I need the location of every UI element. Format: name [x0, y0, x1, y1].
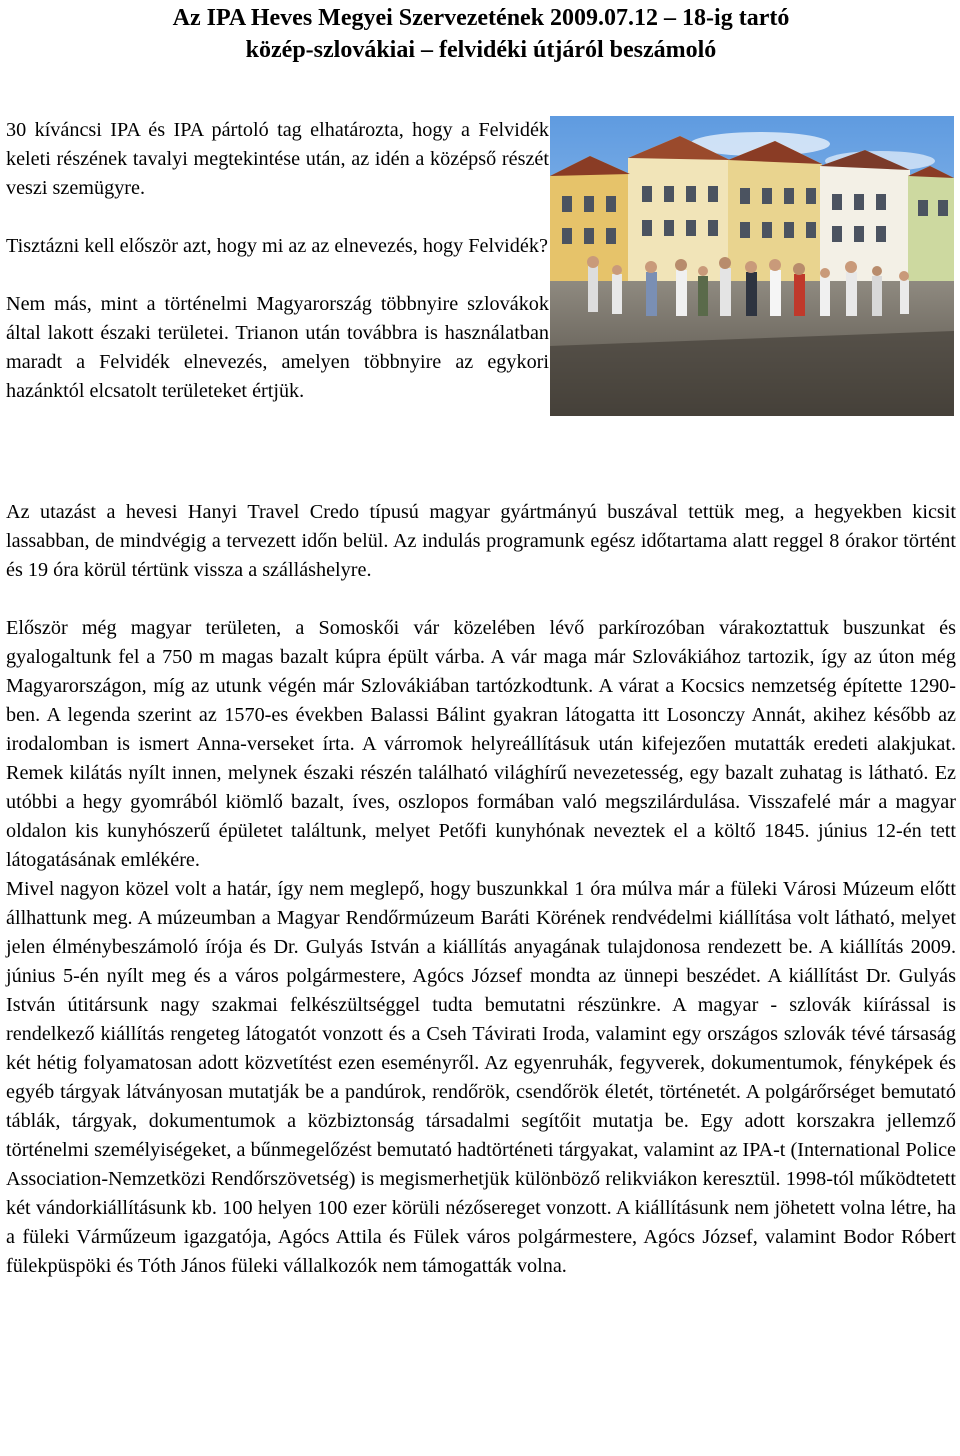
body-paragraph: Az utazást a hevesi Hanyi Travel Credo típusú magyar gyártmányú buszával tettük meg, a hegyekben kicsit lassabban, de mindvégig a tervezett időn belül. Az indulás programunk egész időtartama alatt reggel 8 órakor történt és 19 óra körül tértünk vissza a szálláshelyre.: [6, 501, 956, 581]
body-paragraph: Mivel nagyon közel volt a határ, így nem meglepő, hogy buszunkkal 1 óra múlva már a füleki Városi Múzeum előtt állhattunk meg. A múzeumban a Magyar Rendőrmúzeum Baráti Körének rendvédelmi kiállítása volt látható, melyet jelen élménybeszámoló írója és Dr. Gulyás István a kiállítás anyagának tulajdonosa rendezett be. A kiállítás 2009. június 5-én nyílt meg és a város polgármestere, Agócs József mondta az ünnepi beszédet. A kiállítást Dr. Gulyás István útitársunk nagy szakmai felkészültséggel tudta bemutatni részünkre. A magyar - szlovák kiírással is rendelkező kiállítás rengeteg látogatót vonzott és a Cseh Távirati Iroda, valamint egy országos szlovák tévé társaság két hétig folyamatosan adott közvetítést ezen eseményről. Az egyenruhák, fegyverek, dokumentumok, fényképek és egyéb tárgyak látványosan mutatják be a pandúrok, rendőrök, csendőrök életét, történetét. A polgárőrséget bemutató táblák, tárgyak, dokumentumok a közbiztonság társadalmi segítőit mutatja be. Egy adott korszakra jellemző történelmi személyiségeket, a bűnmegelőzést bemutató hadtörténeti tárgyakat, valamint az IPA-t (International Police Association-Nemzetközi Rendőrszövetség) is megismerhetjük különböző relikviákon keresztül. 1998-tól működtetett két vándorkiállításunk kb. 100 helyen 100 ezer körüli nézősereget vonzott. A kiállításunk nem jöhetett volna létre, ha a füleki Várműzeum igazgatója, Agócs Attila és Fülek város polgármestere, Agócs József, valamint Bodor Róbert fülekpüspöki és Tóth János füleki vállalkozók nem támogatták volna.: [6, 878, 956, 1277]
document-page: [6, 0, 956, 1281]
group-photo-town-square: [550, 116, 954, 416]
intro-paragraph: Tisztázni kell először azt, hogy mi az az elnevezés, hogy Felvidék?: [6, 235, 548, 257]
photo-illustration: [550, 116, 954, 416]
body-paragraph: Először még magyar területen, a Somoskői vár közelében lévő parkírozóban várakoztattuk buszunkat és gyalogaltunk fel a 750 m magas bazalt kúpra épült várba. A vár maga már Szlovákiához tartozik, így az úton még Magyarországon, míg az utunk végén már Szlovákiában tartózkodtunk. A várat a Kocsics nemzetség építette 1290-ben. A legenda szerint az 1570-es években Balassi Bálint gyakran látogatta itt Losonczy Annát, akihez később az irodalomban is ismert Anna-verseket írta. A várromok helyreállításuk után kifejezően mutatták eredeti alakjukat. Remek kilátás nyílt innen, melynek északi részén található világhírű nevezetesség, egy bazalt zuhatag is látható. Ez utóbbi a hegy gyomrából kiömlő bazalt, íves, oszlopos formában való megszilárdulása. Visszafelé már a magyar oldalon kis kunyhószerű épületet találtunk, melyet Petőfi kunyhónak neveztek el a költő 1845. június 12-én tett látogatásának emlékére.: [6, 617, 956, 871]
title-line-2: közép-szlovákiai – felvidéki útjáról beszámoló: [245, 37, 717, 63]
intro-text: [6, 116, 549, 406]
body-text: [6, 498, 956, 1281]
title-line-1: Az IPA Heves Megyei Szervezetének 2009.07.12 – 18-ig tartó: [172, 5, 790, 31]
intro-paragraph: Nem más, mint a történelmi Magyarország többnyire szlovákok által lakott északi területei. Trianon után továbbra is használatban maradt a Felvidék elnevezés, amelyen többnyire az egykori hazánktól elcsatolt területeket értjük.: [6, 293, 549, 402]
intro-section: [6, 116, 956, 471]
intro-paragraph: 30 kíváncsi IPA és IPA pártoló tag elhatározta, hogy a Felvidék keleti részének tavalyi megtekintése után, az idén a középső részét veszi szemügyre.: [6, 119, 549, 199]
document-title: [6, 0, 956, 66]
